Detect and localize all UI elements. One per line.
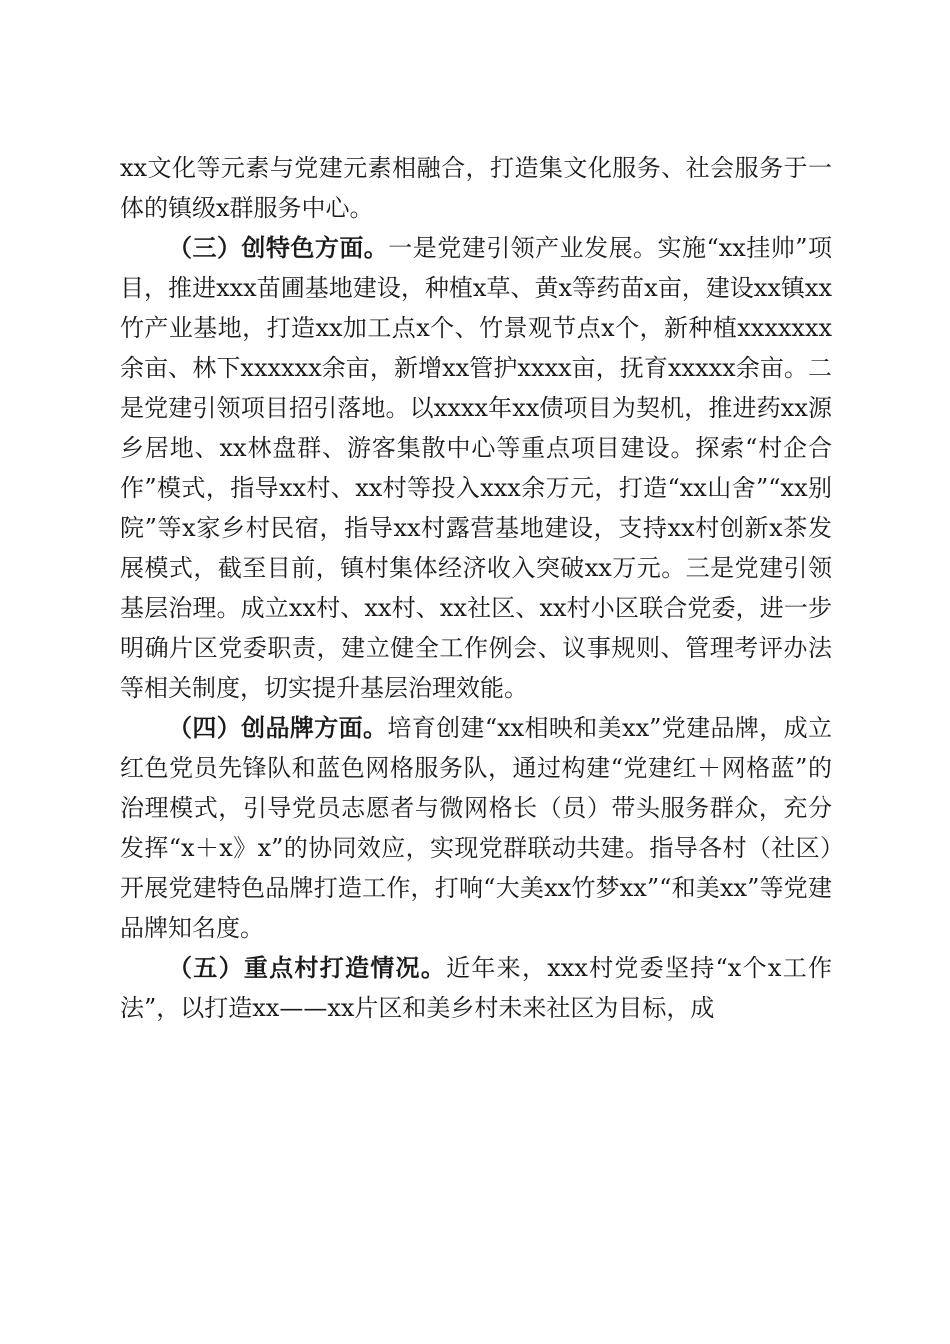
section-heading: （五）重点村打造情况。: [168, 954, 447, 982]
paragraph-text: 一是党建引领产业发展。实施“xx挂帅”项目，推进xxx苗圃基地建设，种植x草、黄x等药苗x亩，建设xx镇xx竹产业基地，打造xx加工点x个、竹景观节点x个，新种植xxxxxxx余亩、林下xxxxxx余亩，新增xx管护xxxx亩，抚育xxxxx余亩。二是党建引领项目招引落地。以xxxx年xx债项目为契机，推进药xx源乡居地、xx林盘群、游客集散中心等重点项目建设。探索“村企合作”模式，指导xx村、xx村等投入xxx余万元，打造“xx山舍”“xx别院”等x家乡村民宿，指导xx村露营基地建设，支持xx村创新x茶发展模式，截至目前，镇村集体经济收入突破xx万元。三是党建引领基层治理。成立xx村、xx村、xx社区、xx村小区联合党委，进一步明确片区党委职责，建立健全工作例会、议事规则、管理考评办法等相关制度，切实提升基层治理效能。: [120, 234, 833, 702]
paragraph-continuation: [120, 148, 832, 228]
document-body: [120, 148, 832, 1028]
section-heading: （三）创特色方面。: [168, 234, 389, 262]
section-heading: （四）创品牌方面。: [168, 714, 388, 742]
paragraph-section-4: [120, 708, 832, 948]
paragraph-section-3: [120, 228, 832, 708]
paragraph-text: 近年来，xxx村党委坚持“x个x工作法”，以打造xx——xx片区和美乡村未来社区为目标，成: [120, 954, 833, 1022]
paragraph-text: 培育创建“xx相映和美xx”党建品牌，成立红色党员先锋队和蓝色网格服务队，通过构建“党建红＋网格蓝”的治理模式，引导党员志愿者与微网格长（员）带头服务群众，充分发挥“x＋x》x”的协同效应，实现党群联动共建。指导各村（社区）开展党建特色品牌打造工作，打响“大美xx竹梦xx”“和美xx”等党建品牌知名度。: [120, 714, 832, 942]
paragraph-text: xx文化等元素与党建元素相融合，打造集文化服务、社会服务于一体的镇级x群服务中心。: [120, 154, 832, 222]
paragraph-section-5: [120, 948, 832, 1028]
